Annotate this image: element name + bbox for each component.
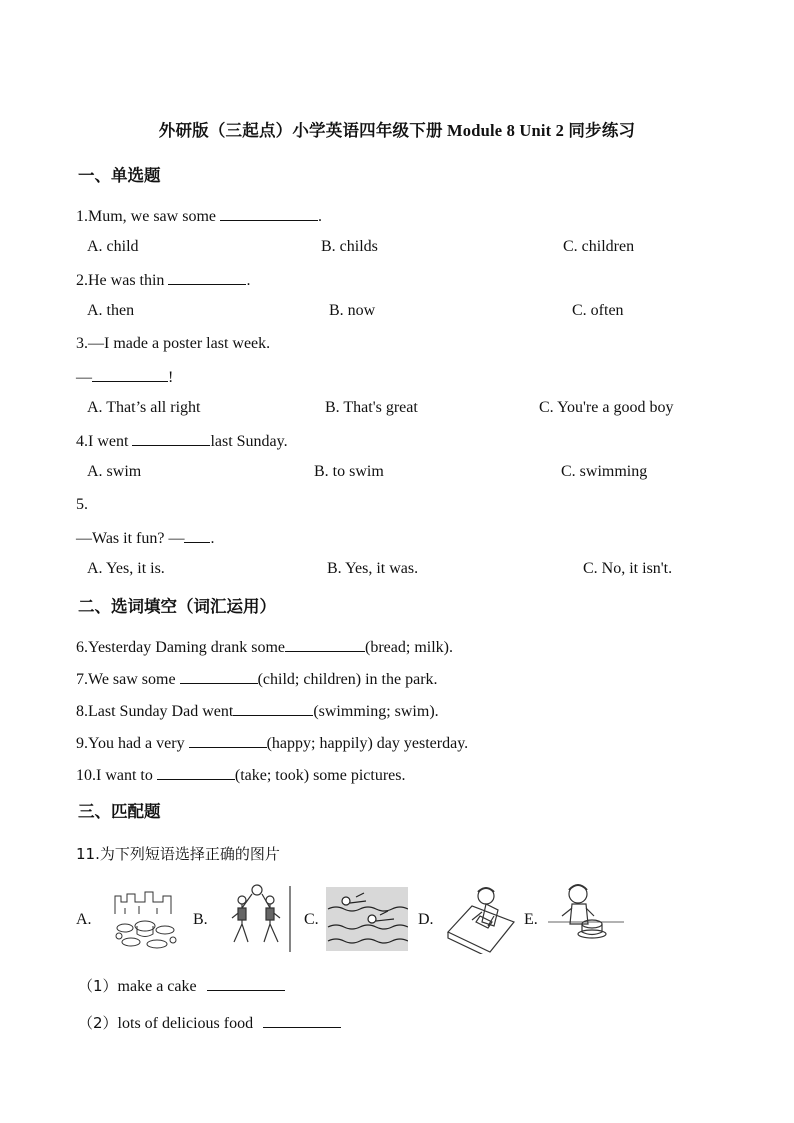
matching-item-1 [78, 975, 285, 996]
option-2b[interactable]: B. now [329, 302, 376, 319]
option-4b[interactable]: B. to swim [314, 463, 384, 480]
picture-label-b: B. [193, 911, 208, 928]
question-4-end: last Sunday. [210, 433, 288, 450]
matching-item-1-number: （1） [78, 977, 118, 995]
section-heading-single-choice: 一、单选题 [78, 166, 161, 185]
option-1a[interactable]: A. child [87, 238, 139, 255]
section-heading-matching: 三、匹配题 [78, 802, 161, 821]
option-2a[interactable]: A. then [87, 302, 135, 319]
question-6-end: (bread; milk). [365, 639, 453, 656]
option-5b[interactable]: B. Yes, it was. [327, 560, 419, 577]
question-2-end: . [246, 272, 251, 289]
answer-blank-5[interactable] [184, 528, 210, 543]
matching-item-2-text: lots of delicious food [117, 1015, 254, 1032]
question-10 [76, 765, 406, 785]
question-7 [76, 669, 438, 689]
question-7-end: (child; children) in the park. [257, 671, 438, 688]
picture-label-e: E. [524, 911, 538, 928]
question-4 [76, 431, 288, 451]
answer-blank-1[interactable] [220, 206, 318, 221]
answer-blank-11-2[interactable] [263, 1013, 341, 1028]
option-2c[interactable]: C. often [572, 302, 624, 319]
option-3b[interactable]: B. That's great [325, 399, 418, 416]
answer-blank-10[interactable] [157, 765, 235, 780]
option-4a[interactable]: A. swim [87, 463, 142, 480]
question-5-number: 5. [76, 496, 88, 513]
answer-blank-7[interactable] [180, 669, 258, 684]
answer-blank-9[interactable] [189, 733, 267, 748]
option-3a[interactable]: A. That’s all right [87, 399, 201, 416]
question-6 [76, 637, 453, 657]
option-5c[interactable]: C. No, it isn't. [583, 560, 673, 577]
question-9 [76, 733, 468, 753]
boy-making-cake-picture[interactable] [548, 880, 624, 944]
option-4c[interactable]: C. swimming [561, 463, 648, 480]
answer-blank-2[interactable] [168, 270, 246, 285]
matching-item-2 [78, 1012, 341, 1033]
question-8-end: (swimming; swim). [313, 703, 439, 720]
question-6-stem: 6.Yesterday Daming drank some [76, 639, 286, 656]
question-3-reply [76, 367, 173, 387]
question-5-stem: —Was it fun? — [76, 530, 185, 547]
picture-label-a: A. [76, 911, 92, 928]
answer-blank-8[interactable] [233, 701, 313, 716]
question-10-stem: 10.I want to [76, 767, 153, 784]
question-9-end: (happy; happily) day yesterday. [266, 735, 469, 752]
answer-blank-4[interactable] [132, 431, 210, 446]
question-9-stem: 9.You had a very [76, 735, 185, 752]
kids-playing-ball-picture[interactable] [220, 884, 295, 954]
picture-label-c: C. [304, 911, 319, 928]
question-4-stem: 4.I went [76, 433, 129, 450]
question-3: 3.—I made a poster last week. [76, 335, 271, 352]
matching-item-1-text: make a cake [117, 978, 197, 995]
question-5-end: . [210, 530, 215, 547]
question-1-stem: 1.Mum, we saw some [76, 208, 216, 225]
party-food-picture[interactable] [105, 884, 185, 954]
option-3c[interactable]: C. You're a good boy [539, 399, 674, 416]
question-7-stem: 7.We saw some [76, 671, 176, 688]
question-8 [76, 701, 439, 721]
question-10-end: (take; took) some pictures. [234, 767, 406, 784]
matching-item-2-number: （2） [78, 1014, 118, 1032]
question-5 [76, 528, 214, 548]
question-3-reply-end: ! [168, 369, 174, 386]
option-1c[interactable]: C. children [563, 238, 635, 255]
question-11-prompt: 11.为下列短语选择正确的图片 [76, 845, 280, 863]
section-heading-word-fill: 二、选词填空（词汇运用） [78, 597, 276, 616]
answer-blank-11-1[interactable] [207, 976, 285, 991]
question-1-end: . [317, 208, 322, 225]
swimming-picture[interactable] [326, 887, 408, 951]
answer-blank-6[interactable] [285, 637, 365, 652]
question-8-stem: 8.Last Sunday Dad went [76, 703, 234, 720]
option-5a[interactable]: A. Yes, it is. [87, 560, 165, 577]
page-title: 外研版（三起点）小学英语四年级下册 Module 8 Unit 2 同步练习 [158, 121, 636, 140]
question-3-reply-dash: — [76, 369, 92, 386]
question-2 [76, 270, 250, 290]
question-2-stem: 2.He was thin [76, 272, 165, 289]
boy-writing-picture[interactable] [442, 882, 517, 954]
picture-label-d: D. [418, 911, 434, 928]
option-1b[interactable]: B. childs [321, 238, 378, 255]
question-1 [76, 206, 322, 226]
answer-blank-3[interactable] [92, 367, 168, 382]
